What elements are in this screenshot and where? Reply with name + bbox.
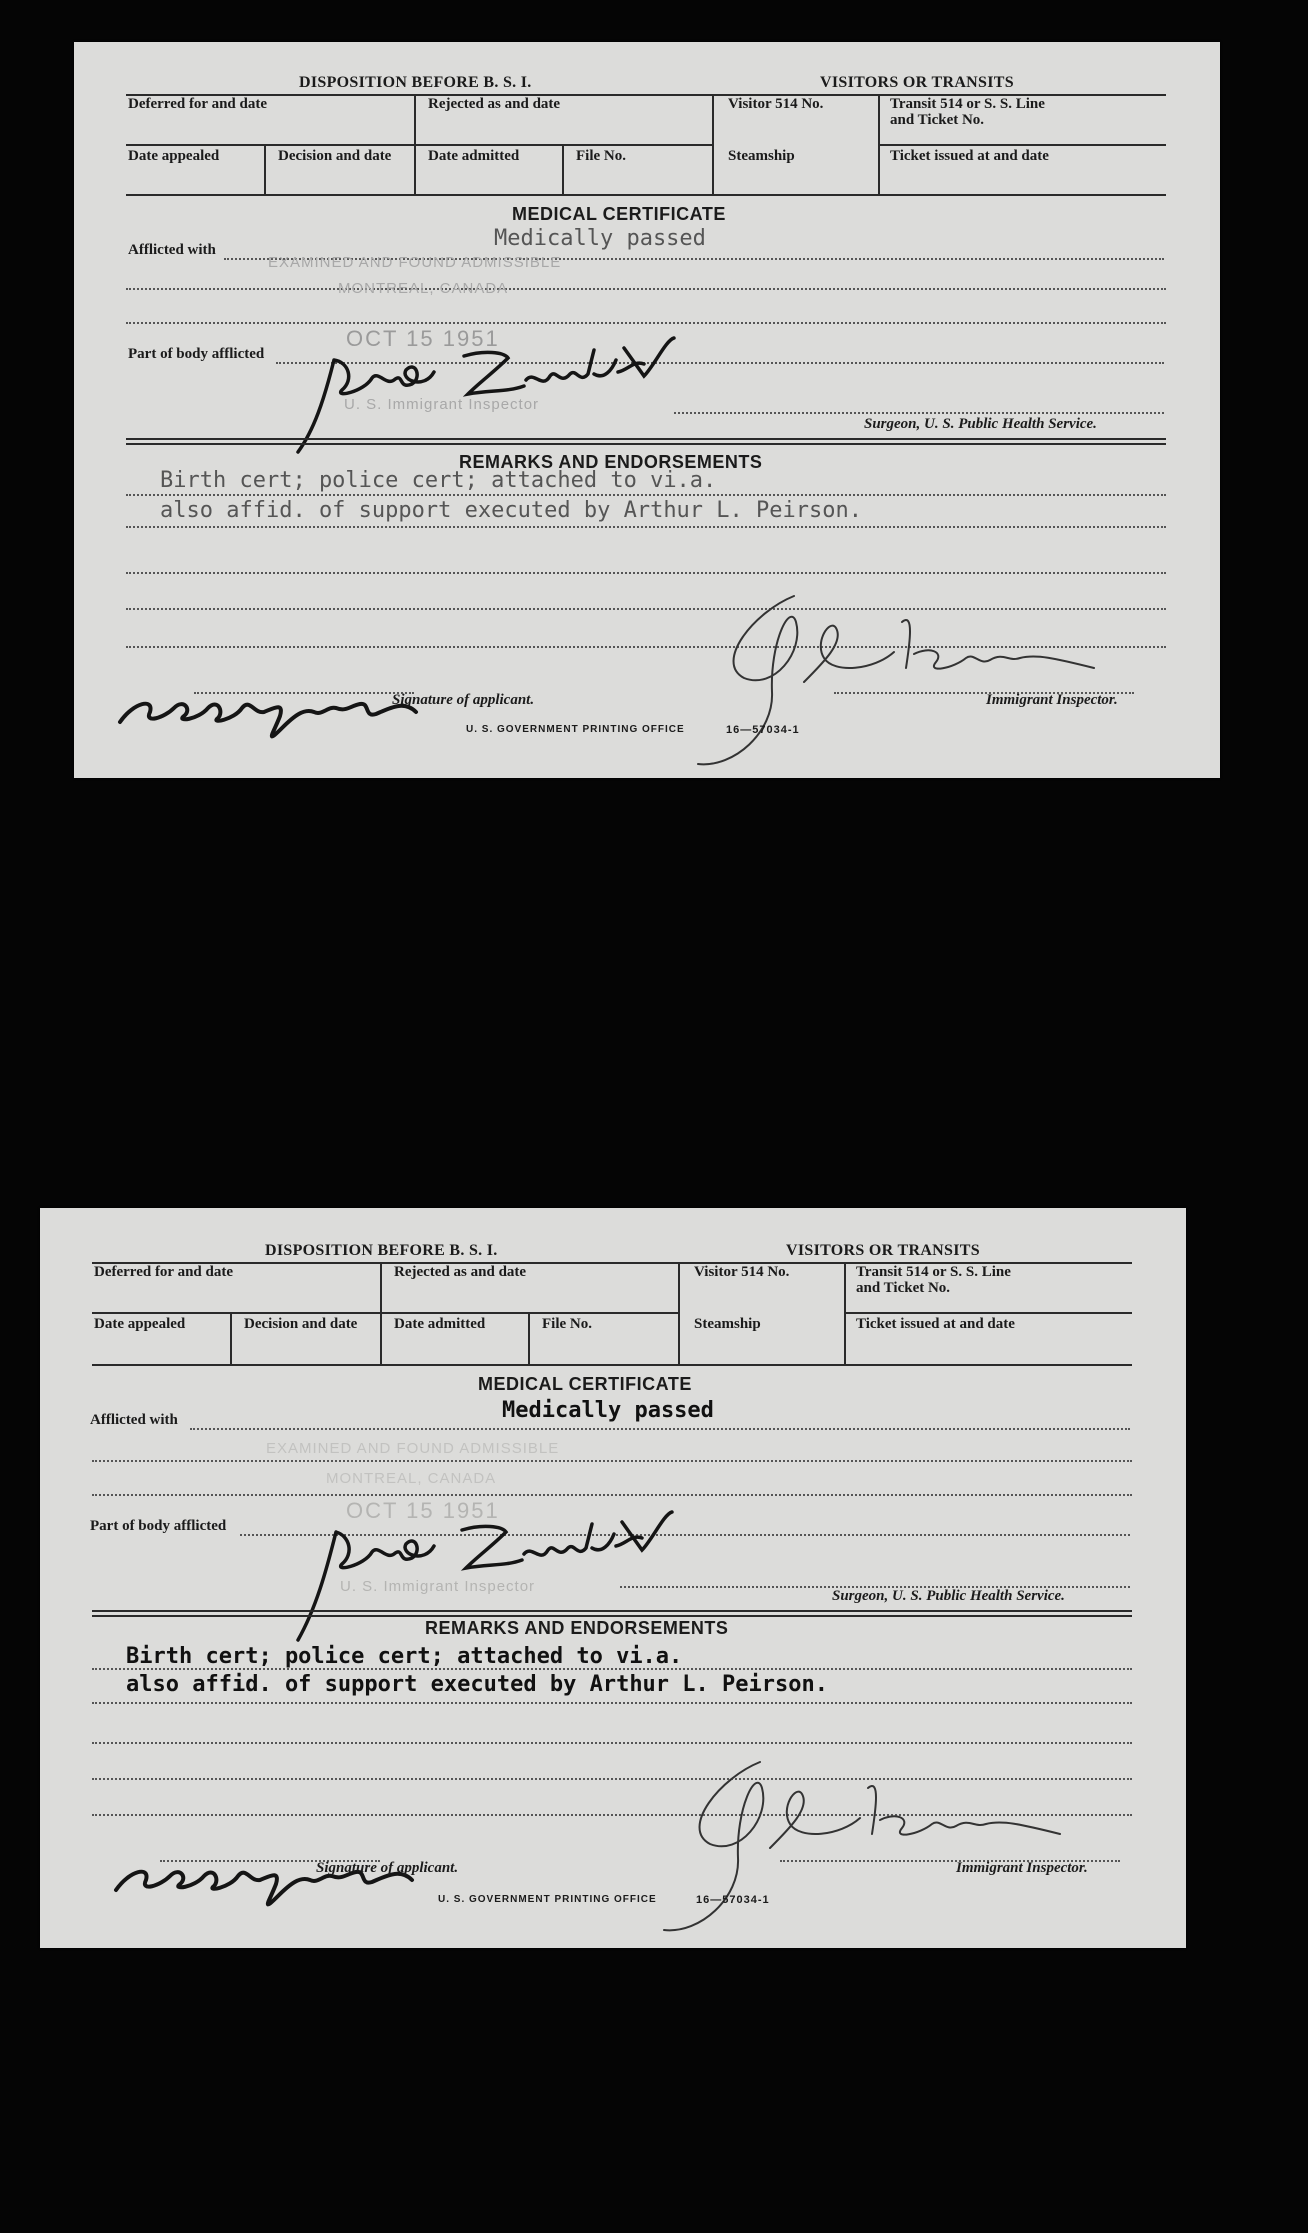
form-number: 16—57034-1	[726, 724, 800, 736]
label-transit-2: and Ticket No.	[890, 112, 985, 128]
label-transit-2: and Ticket No.	[856, 1280, 951, 1296]
stamp-line-3: U. S. Immigrant Inspector	[340, 1578, 536, 1595]
label-decision: Decision and date	[278, 148, 392, 164]
card-bottom	[40, 1208, 1186, 1948]
stamp-line-2: MONTREAL, CANADA	[326, 1470, 497, 1487]
inspector-signature	[640, 1748, 1100, 1938]
dotted-line	[92, 1668, 1132, 1670]
label-decision: Decision and date	[244, 1316, 358, 1332]
label-sig-applicant: Signature of applicant.	[316, 1860, 459, 1876]
label-deferred: Deferred for and date	[128, 96, 267, 112]
label-ticket-issued: Ticket issued at and date	[890, 148, 1049, 164]
remarks-title: REMARKS AND ENDORSEMENTS	[425, 1618, 729, 1638]
dotted-line	[92, 1702, 1132, 1704]
disposition-title: DISPOSITION BEFORE B. S. I.	[299, 74, 532, 91]
rule	[844, 1312, 1132, 1314]
label-part-of-body: Part of body afflicted	[90, 1518, 227, 1534]
medical-result: Medically passed	[502, 1398, 714, 1423]
stamp-line-1: EXAMINED AND FOUND ADMISSIBLE	[268, 254, 562, 271]
rule	[92, 1615, 1132, 1617]
rule	[562, 146, 564, 194]
visitors-title: VISITORS OR TRANSITS	[786, 1242, 980, 1259]
dotted-line	[126, 526, 1166, 528]
stamp-line-1: EXAMINED AND FOUND ADMISSIBLE	[266, 1440, 560, 1457]
remarks-title: REMARKS AND ENDORSEMENTS	[459, 452, 763, 472]
dotted-line	[126, 494, 1166, 496]
label-surgeon: Surgeon, U. S. Public Health Service.	[832, 1588, 1065, 1604]
label-ticket-issued: Ticket issued at and date	[856, 1316, 1015, 1332]
inspector-signature	[674, 582, 1134, 772]
rule	[126, 194, 1166, 196]
dotted-line	[194, 692, 414, 694]
rule	[264, 146, 266, 194]
label-part-of-body: Part of body afflicted	[128, 346, 265, 362]
dotted-line	[92, 1742, 1132, 1744]
label-file-no: File No.	[576, 148, 626, 164]
rule	[126, 144, 714, 146]
rule	[230, 1314, 232, 1364]
label-afflicted: Afflicted with	[90, 1412, 178, 1428]
stamp-line-2: MONTREAL, CANADA	[338, 280, 509, 297]
remarks-line-1: Birth cert; police cert; attached to vi.a.	[160, 468, 717, 493]
label-steamship: Steamship	[728, 148, 795, 164]
card-top	[74, 42, 1220, 778]
remarks-line-2: also affid. of support executed by Arthur L. Peirson.	[160, 498, 862, 523]
dotted-line	[190, 1428, 1130, 1430]
label-afflicted: Afflicted with	[128, 242, 216, 258]
label-deferred: Deferred for and date	[94, 1264, 233, 1280]
medical-result: Medically passed	[494, 226, 706, 251]
label-sig-applicant: Signature of applicant.	[392, 692, 535, 708]
rule	[92, 1364, 1132, 1366]
label-rejected: Rejected as and date	[394, 1264, 527, 1280]
label-date-appealed: Date appealed	[128, 148, 220, 164]
rule	[126, 443, 1166, 445]
label-rejected: Rejected as and date	[428, 96, 561, 112]
rule	[92, 1610, 1132, 1612]
label-surgeon: Surgeon, U. S. Public Health Service.	[864, 416, 1097, 432]
label-visitor514: Visitor 514 No.	[728, 96, 824, 112]
label-file-no: File No.	[542, 1316, 592, 1332]
rule	[126, 438, 1166, 440]
dotted-line	[126, 288, 1166, 290]
form-number: 16—57034-1	[696, 1894, 770, 1906]
stamp-date: OCT 15 1951	[346, 326, 500, 351]
medical-title: MEDICAL CERTIFICATE	[478, 1374, 692, 1394]
label-transit-1: Transit 514 or S. S. Line	[856, 1264, 1011, 1280]
label-visitor514: Visitor 514 No.	[694, 1264, 790, 1280]
label-immigrant-inspector: Immigrant Inspector.	[956, 1860, 1088, 1876]
disposition-title: DISPOSITION BEFORE B. S. I.	[265, 1242, 498, 1259]
remarks-line-2: also affid. of support executed by Arthur L. Peirson.	[126, 1672, 828, 1697]
dotted-line	[126, 572, 1166, 574]
medical-title: MEDICAL CERTIFICATE	[512, 204, 726, 224]
remarks-line-1: Birth cert; police cert; attached to vi.a.	[126, 1644, 683, 1669]
stamp-date: OCT 15 1951	[346, 1498, 500, 1523]
rule	[528, 1314, 530, 1364]
rule	[92, 1312, 680, 1314]
stamp-line-3: U. S. Immigrant Inspector	[344, 396, 540, 413]
label-date-admitted: Date admitted	[394, 1316, 486, 1332]
label-steamship: Steamship	[694, 1316, 761, 1332]
dotted-line	[92, 1460, 1132, 1462]
label-date-appealed: Date appealed	[94, 1316, 186, 1332]
label-transit-1: Transit 514 or S. S. Line	[890, 96, 1045, 112]
visitors-title: VISITORS OR TRANSITS	[820, 74, 1014, 91]
printing-office: U. S. GOVERNMENT PRINTING OFFICE	[466, 724, 685, 735]
label-date-admitted: Date admitted	[428, 148, 520, 164]
label-immigrant-inspector: Immigrant Inspector.	[986, 692, 1118, 708]
printing-office: U. S. GOVERNMENT PRINTING OFFICE	[438, 1894, 657, 1905]
rule	[878, 144, 1166, 146]
